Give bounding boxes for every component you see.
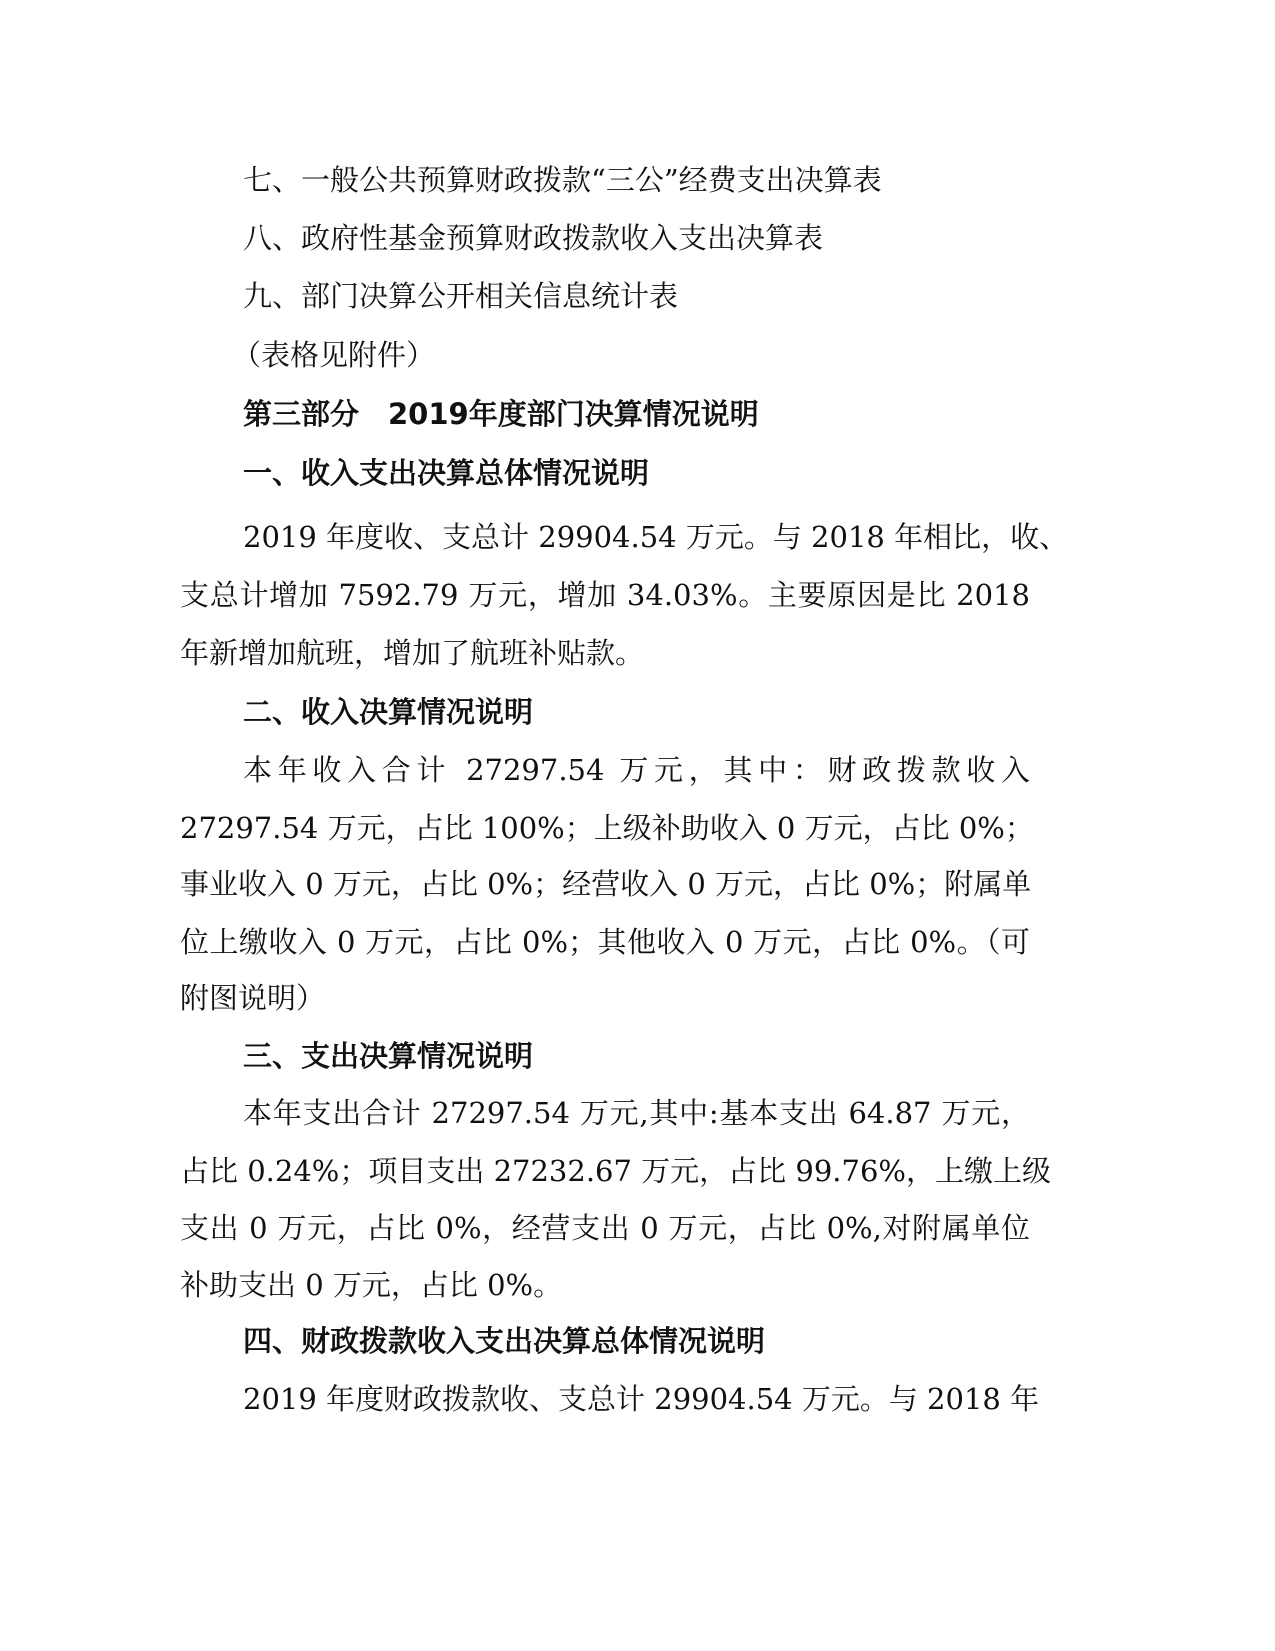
toc-note: （表格见附件） (232, 338, 436, 372)
paragraph-line: 年新增加航班，增加了航班补贴款。 (180, 636, 645, 670)
toc-item: 八、政府性基金预算财政拨款收入支出决算表 (243, 221, 824, 255)
paragraph-line: 支总计增加 7592.79 万元，增加 34.03%。主要原因是比 2018 (180, 578, 1030, 612)
paragraph-line: 支出 0 万元，占比 0%，经营支出 0 万元，占比 0%,对附属单位 (180, 1211, 1030, 1245)
toc-item: 九、部门决算公开相关信息统计表 (243, 279, 679, 313)
paragraph-line: 2019 年度财政拨款收、支总计 29904.54 万元。与 2018 年 (243, 1382, 1040, 1416)
paragraph-line: 2019 年度收、支总计 29904.54 万元。与 2018 年相比，收、 (243, 520, 1069, 554)
toc-item: 七、一般公共预算财政拨款“三公”经费支出决算表 (243, 163, 882, 197)
paragraph-line: 本年支出合计 27297.54 万元,其中:基本支出 64.87 万元， (243, 1096, 1030, 1130)
paragraph-line: 补助支出 0 万元，占比 0%。 (180, 1268, 563, 1302)
section-heading: 一、收入支出决算总体情况说明 (243, 456, 650, 490)
section-heading: 二、收入决算情况说明 (243, 695, 534, 729)
paragraph-line: 附图说明） (180, 981, 326, 1015)
section-heading: 四、财政拨款收入支出决算总体情况说明 (243, 1324, 766, 1358)
paragraph-line: 27297.54 万元，占比 100%；上级补助收入 0 万元，占比 0%； (180, 811, 1034, 845)
paragraph-line: 位上缴收入 0 万元，占比 0%；其他收入 0 万元，占比 0%。（可 (180, 925, 1030, 959)
paragraph-line: 事业收入 0 万元，占比 0%；经营收入 0 万元，占比 0%；附属单 (180, 867, 1032, 901)
section-heading: 三、支出决算情况说明 (243, 1039, 534, 1073)
paragraph-line: 本年收入合计 27297.54 万元，其中：财政拨款收入 (243, 753, 1030, 787)
paragraph-line: 占比 0.24%；项目支出 27232.67 万元，占比 99.76%，上缴上级 (180, 1154, 1051, 1188)
part-title: 第三部分 2019年度部门决算情况说明 (243, 397, 759, 431)
